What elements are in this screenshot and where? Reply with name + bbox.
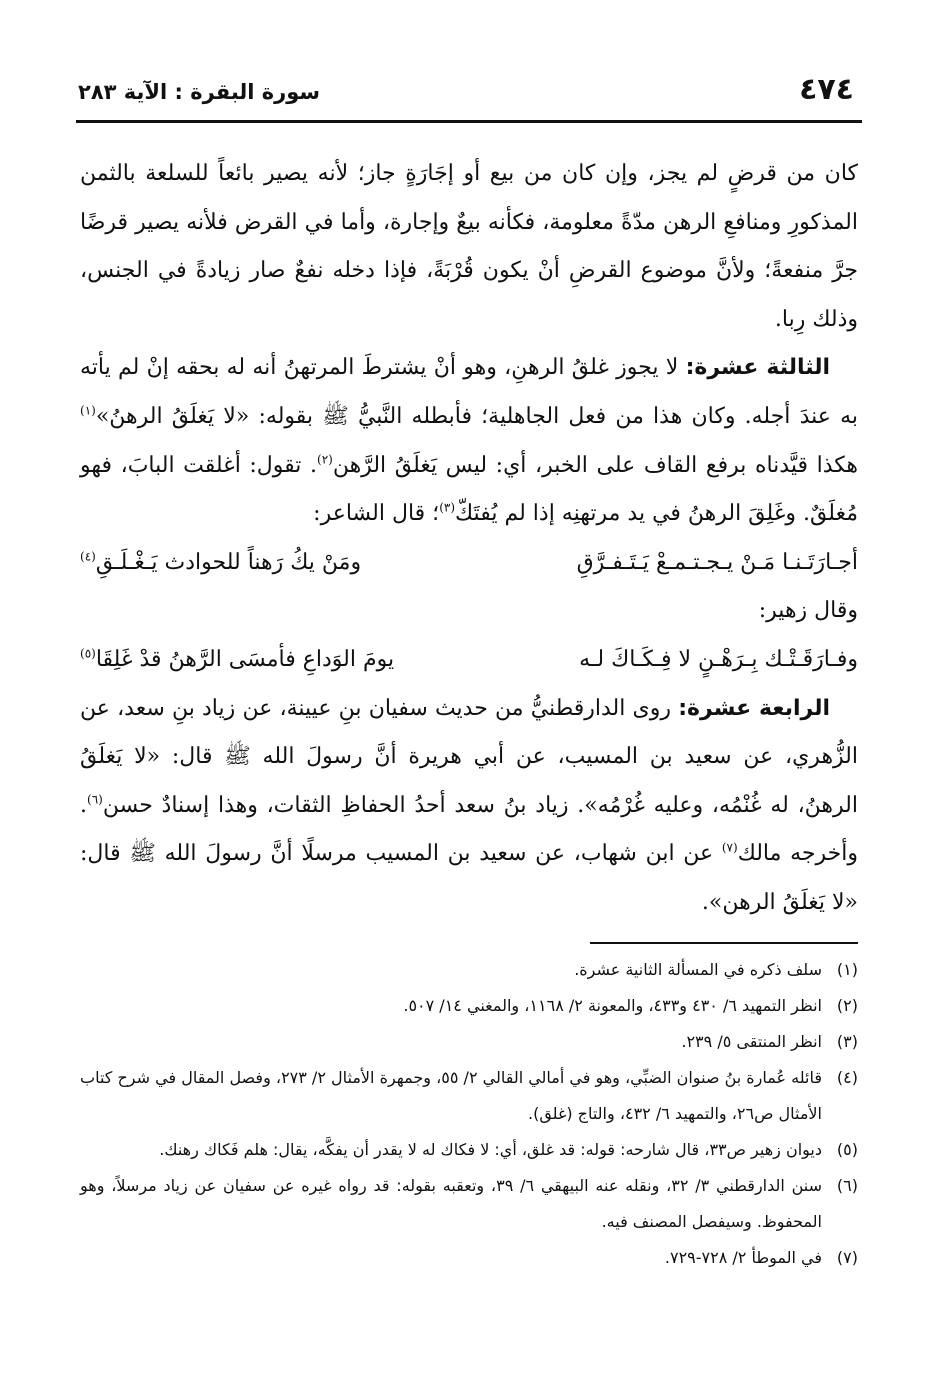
verse-2-second-hemistich: يومَ الوَداعِ فأمسَى الرَّهنُ قدْ غَلِقَا (95, 646, 395, 672)
footnote-item (80, 1132, 858, 1168)
footnote-ref-7: (٧) (721, 840, 738, 855)
verse-1-second-hemistich: ومَنْ يكُ رَهناً للحوادث يَـغْـلَـقِ (95, 549, 362, 575)
issue-14-text-c: عن ابن شهاب، عن سعيد بن المسيب مرسلًا أنَّ رسولَ الله ﷺ قال: «لا يَغلَقُ الرهن». (80, 841, 858, 915)
running-title: سورة البقرة : الآية ٢٨٣ (78, 80, 321, 104)
footnote-ref-4: (٤) (80, 549, 96, 564)
footnote-ref-5: (٥) (80, 646, 96, 661)
main-text (80, 150, 858, 928)
issue-13-text-b: هكذا قيَّدناه برفع القاف على الخبر، أي: ليس يَغلَقُ الرَّهن (332, 452, 858, 478)
page-header (76, 58, 862, 120)
footnote-ref-2: (٢) (317, 452, 333, 467)
footnote-text: سنن الدارقطني ٣/ ٣٢، ونقله عنه البيهقي ٦/ ٣٩، وتعقبه بقوله: قد رواه غيره عن سفيان عن زياد مرسلاً، وهو المحفوظ. وسيفصل المصنف فيه. (80, 1176, 823, 1231)
footnote-item (80, 1168, 858, 1240)
footnote-text: قائله عُمارة بنُ صنوان الضبِّي، وهو في أمالي القالي ٢/ ٥٥، وجمهرة الأمثال ٢/ ٢٧٣، وفصل المقال في شرح كتاب الأمثال ص٢٦، والتمهيد ٦/ ٤٣٢، والتاج (غلق). (80, 1068, 823, 1123)
footnote-ref-6: (٦) (87, 792, 103, 807)
footnote-text: انظر التمهيد ٦/ ٤٣٠ و٤٣٣، والمعونة ٢/ ١١٦٨، والمغني ١٤/ ٥٠٧. (403, 996, 822, 1015)
footnote-item (80, 952, 858, 988)
footnote-number: (٦) (836, 1176, 858, 1195)
footnote-item (80, 1024, 858, 1060)
paragraph-loan-clause: كان من قرضٍ لم يجز، وإن كان من بيع أو إجَارَةٍ جاز؛ لأنه يصير بائعاً للسلعة بالثمن المذكورِ ومنافعِ الرهن مدّةً معلومة، فكأنه بيعٌ وإجارة، وأما في القرض فلأنه يصير قرضًا جرَّ منفعةً؛ ولأنَّ موضوع القرضِ أنْ يكون قُرْبَةً، فإذا دخله نفعٌ صار زيادةً في الجنس، وذلك رِبا. (80, 161, 858, 332)
poetry-verse-1 (80, 539, 858, 588)
footnotes (80, 952, 858, 1276)
footnote-item (80, 1240, 858, 1276)
issue-14-text-a: روى الدارقطنيُّ من حديث سفيان بنِ عيينة، عن زياد بنِ سعد، عن الزُّهري، عن سعيد بن المسيب، عن أبي هريرة أنَّ رسولَ الله ﷺ قال: «لا يَغلَقُ الرهنُ، له غُنْمُه، وعليه غُرْمُه». زياد بنُ سعد أحدُ الحفاظِ الثقات، وهذا إسنادٌ حسن (80, 695, 858, 818)
footnote-number: (٣) (836, 1032, 858, 1051)
issue-13-text-c: . تقول: أغلقت البابَ، فهو مُغلَقٌ. وغَلِقَ الرهنُ في يد مرتهنِه إذا لم يُفتَكّ (80, 452, 858, 527)
footnote-text: في الموطأ ٢/ ٧٢٨-٧٢٩. (664, 1248, 822, 1267)
page-number: ٤٧٤ (799, 72, 854, 107)
footnote-item (80, 988, 858, 1024)
footnote-text: انظر المنتقى ٥/ ٢٣٩. (681, 1032, 822, 1051)
footnote-number: (٧) (836, 1248, 858, 1267)
paragraph-issue-13 (80, 344, 858, 538)
footnote-number: (٤) (836, 1068, 858, 1087)
footnote-number: (١) (836, 960, 858, 979)
footnote-ref-3: (٣) (439, 500, 456, 515)
issue-14-heading: الرابعة عشرة: (678, 695, 831, 721)
footnote-number: (٢) (836, 996, 858, 1015)
verse-2-first-hemistich: وفـارَقَـتْـك بِـرَهْـنٍ لا فِـكَـاكَ لـه (579, 646, 858, 672)
footnote-item (80, 1060, 858, 1132)
header-rule (76, 120, 862, 123)
issue-13-text-a: لا يجوز غلقُ الرهنِ، وهو أنْ يشترطَ المرتهنُ أنه له بحقه إنْ لم يأته به عندَ أجله. وكان هذا من فعل الجاهلية؛ فأبطله النَّبيُّ ﷺ بقوله: «لا يَغلَقُ الرهنُ» (80, 355, 858, 429)
footnote-text: ديوان زهير ص٣٣، قال شارحه: قوله: قد غلق، أي: لا فكاك له لا يقدر أن يفكَّه، يقال: هلم فَكاك رهنك. (159, 1140, 822, 1159)
zuhair-intro: وقال زهير: (758, 598, 858, 624)
issue-13-heading: الثالثة عشرة: (685, 355, 830, 381)
paragraph-issue-14 (80, 685, 858, 928)
verse-1-first-hemistich: أجـارَتَـنـا مَـنْ يـجـتـمـعْ يَـتَـفـرَّقِ (576, 549, 858, 575)
footnote-number: (٥) (836, 1140, 858, 1159)
issue-13-text-d: ؛ قال الشاعر: (313, 501, 440, 527)
issue-14-text-b: . وأخرجه مالك (80, 792, 859, 867)
footnote-separator (590, 942, 858, 944)
poetry-verse-2 (80, 636, 858, 685)
footnote-ref-1: (١) (80, 403, 96, 418)
footnote-text: سلف ذكره في المسألة الثانية عشرة. (574, 960, 822, 979)
